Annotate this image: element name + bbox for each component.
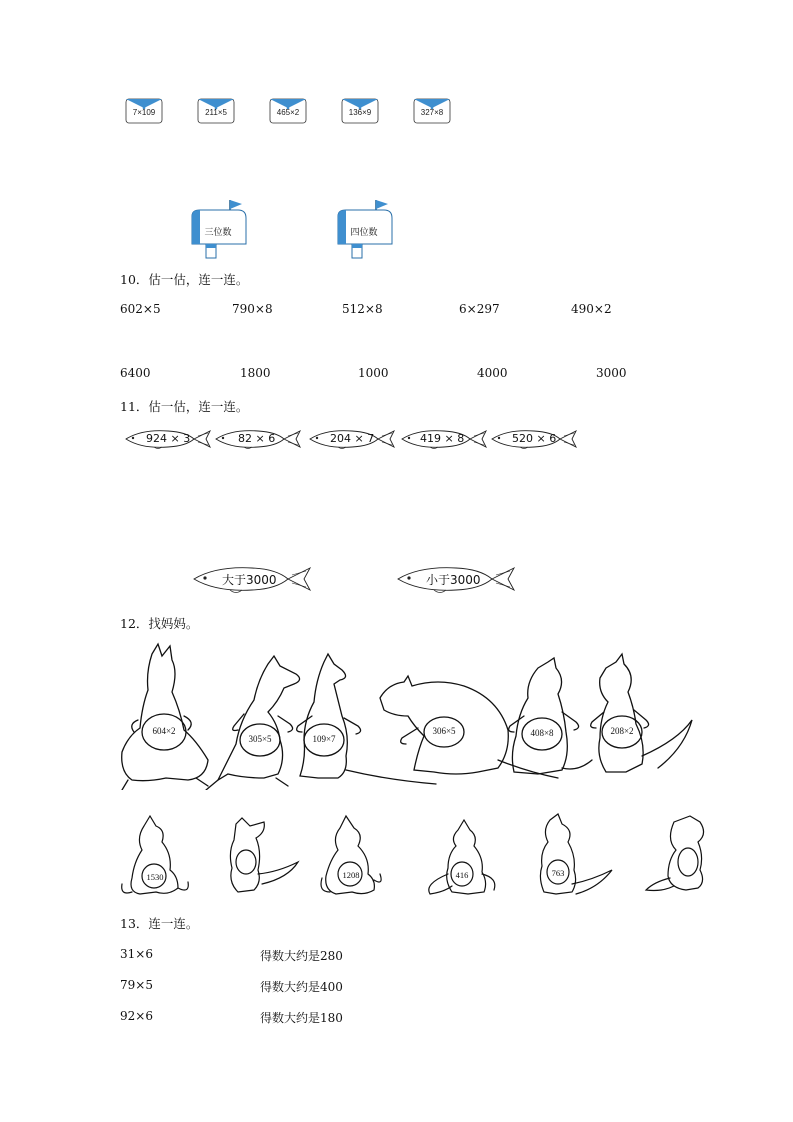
q13-right-item: 得数大约是400: [260, 980, 343, 994]
mother-kangaroo-6: [591, 654, 692, 772]
joey-label: 416: [455, 870, 469, 880]
mailbox-four-digit: [332, 198, 402, 260]
fish-target-label: 大于3000: [222, 573, 277, 587]
envelope-3: [269, 98, 307, 124]
q13-left-item: 31×6: [120, 947, 153, 961]
mailbox-label: 四位数: [350, 228, 378, 238]
joey-6: [646, 816, 704, 891]
envelope-5: [413, 98, 451, 124]
joey-2: [230, 818, 298, 892]
fish-4: [400, 428, 488, 450]
q10-expression: 512×8: [342, 302, 383, 316]
q13-left-item: 79×5: [120, 978, 153, 992]
q10-expression: 602×5: [120, 302, 161, 316]
q13-left-item: 92×6: [120, 1009, 153, 1023]
fish-label: 204 × 7: [330, 432, 375, 445]
joey-3: [321, 816, 381, 894]
q12-title: 12．找妈妈。: [120, 616, 199, 631]
q10-expression: 790×8: [232, 302, 273, 316]
q13-title: 13．连一连。: [120, 916, 199, 931]
mother-kangaroo-5: [509, 658, 592, 774]
fish-label: 82 × 6: [238, 432, 276, 445]
joey-4: [429, 820, 495, 894]
q10-answer: 6400: [120, 366, 151, 380]
q10-answer: 1800: [240, 366, 271, 380]
mother-pouch-label: 408×8: [530, 728, 554, 738]
fish-1: [124, 428, 212, 450]
mother-pouch-label: 305×5: [248, 734, 272, 744]
joey-label: 1530: [146, 872, 164, 882]
mailbox-three-digit: [186, 198, 256, 260]
fish-target-less: [396, 564, 516, 594]
mother-pouch-label: 208×2: [610, 726, 634, 736]
fish-target-greater: [192, 564, 312, 594]
q10-expression: 6×297: [459, 302, 500, 316]
q13-right-item: 得数大约是280: [260, 949, 343, 963]
joey-5: [540, 814, 612, 894]
fish-target-label: 小于3000: [426, 573, 481, 587]
mother-kangaroos: [118, 640, 716, 790]
fish-label: 520 × 6: [512, 432, 557, 445]
q10-answer: 1000: [358, 366, 389, 380]
baby-kangaroos: [118, 812, 716, 904]
mother-pouch-label: 306×5: [432, 726, 456, 736]
q10-title: 10．估一估，连一连。: [120, 272, 249, 287]
joey-1: [122, 816, 189, 894]
mailbox-label: 三位数: [204, 228, 232, 238]
q13-right-item: 得数大约是180: [260, 1011, 343, 1025]
mother-kangaroo-4: [380, 676, 558, 778]
fish-label: 419 × 8: [420, 432, 465, 445]
envelope-4: [341, 98, 379, 124]
joey-label: 1208: [342, 870, 360, 880]
envelope-label: 465×2: [276, 108, 300, 117]
envelope-1: [125, 98, 163, 124]
envelope-label: 327×8: [420, 108, 444, 117]
fish-5: [490, 428, 578, 450]
q11-title: 11．估一估，连一连。: [120, 399, 249, 414]
q10-answer: 3000: [596, 366, 627, 380]
envelope-2: [197, 98, 235, 124]
mother-kangaroo-2: [206, 656, 300, 790]
fish-2: [214, 428, 302, 450]
envelope-label: 7×109: [132, 108, 156, 117]
q10-expression: 490×2: [571, 302, 612, 316]
envelope-label: 136×9: [348, 108, 372, 117]
mother-pouch-label: 604×2: [152, 726, 176, 736]
mother-kangaroo-1: [122, 644, 208, 790]
joey-label: 763: [551, 868, 565, 878]
envelope-label: 211×5: [205, 108, 227, 117]
fish-3: [308, 428, 396, 450]
mother-pouch-label: 109×7: [312, 734, 336, 744]
q10-answer: 4000: [477, 366, 508, 380]
fish-label: 924 × 3: [146, 432, 191, 445]
